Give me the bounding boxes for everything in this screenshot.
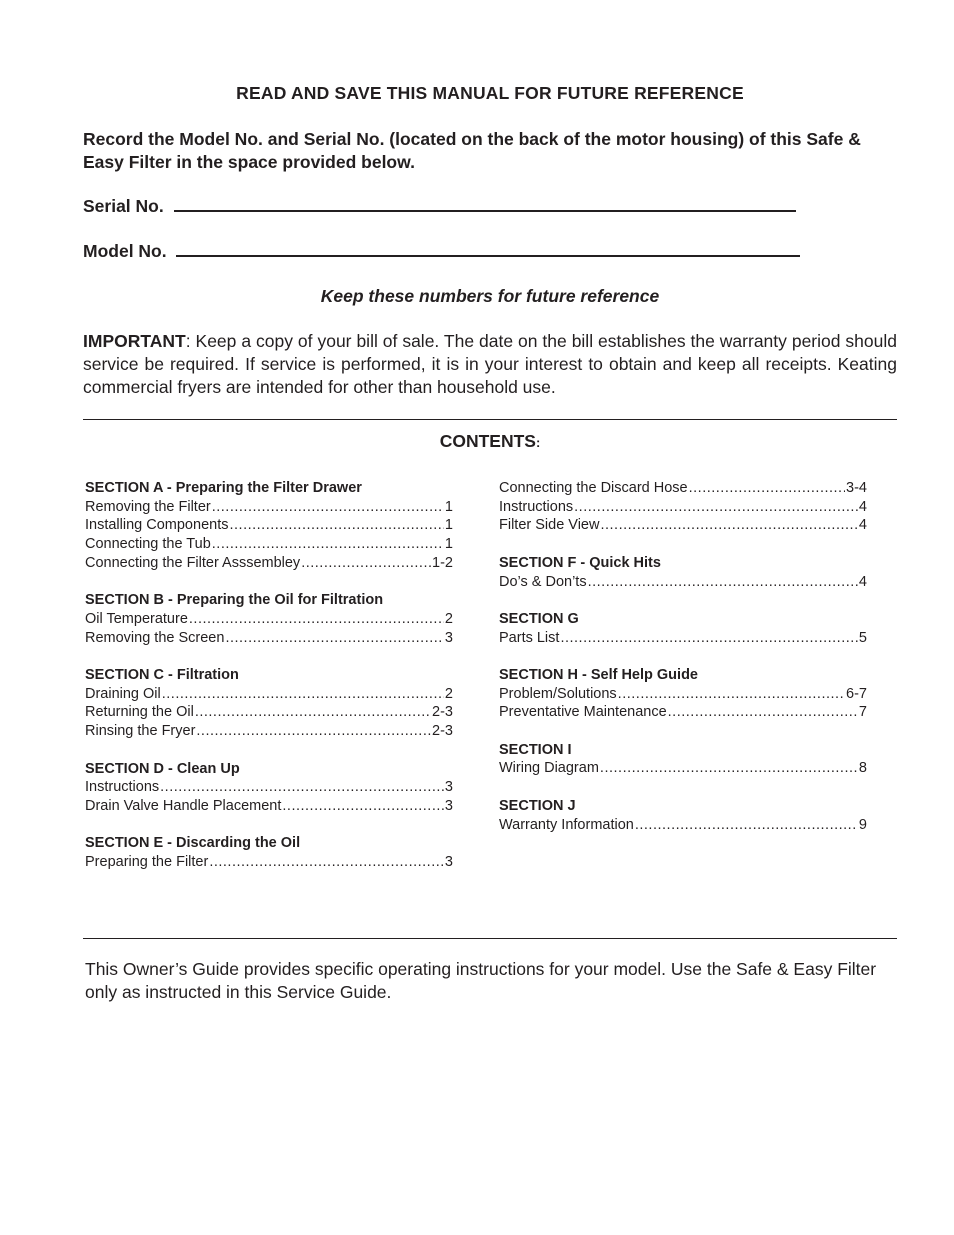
toc-entry-label: Oil Temperature [85, 610, 188, 627]
toc-entry [499, 703, 867, 722]
toc-entry [499, 498, 867, 517]
toc-page-number: 7 [858, 704, 867, 721]
toc-dot-leader [668, 703, 858, 722]
toc-page-number: 3 [444, 629, 453, 646]
owners-guide-note: This Owner’s Guide provides specific operating instructions for your model. Use the Safe & Easy Filter only as instructed in this Service Guide. [85, 959, 877, 1002]
toc-section [85, 479, 453, 573]
toc-dot-leader [229, 516, 443, 535]
toc-left-column [85, 479, 453, 890]
toc-section-title: SECTION H - Self Help Guide [499, 666, 698, 683]
important-label: IMPORTANT [83, 331, 186, 351]
toc-section [499, 666, 867, 722]
record-instructions: Record the Model No. and Serial No. (located on the back of the motor housing) of this Safe & Easy Filter in the space provided below. [83, 129, 861, 172]
toc-section-title: SECTION D - Clean Up [85, 760, 240, 777]
serial-number-field [83, 196, 796, 217]
toc-entry-label: Rinsing the Fryer [85, 723, 196, 740]
toc-entry [85, 535, 453, 554]
toc-dot-leader [600, 516, 857, 535]
toc-entry [85, 778, 453, 797]
toc-entry-label: Preparing the Filter [85, 854, 209, 870]
toc-entry-label: Instructions [85, 779, 160, 796]
toc-page-number: 4 [858, 498, 867, 515]
toc-section-title: SECTION J [499, 797, 576, 814]
toc-dot-leader [618, 685, 845, 704]
model-number-blank [176, 241, 800, 257]
toc-entry [499, 573, 867, 592]
toc-entry-label: Returning the Oil [85, 704, 194, 721]
toc-entry [85, 516, 453, 535]
toc-section-title: SECTION G [499, 610, 579, 627]
toc-dot-leader [560, 629, 857, 648]
toc-section-title: SECTION F - Quick Hits [499, 554, 661, 571]
toc-entry-label: Connecting the Discard Hose [499, 480, 688, 496]
toc-entry [499, 816, 867, 835]
toc-entry-label: Do’s & Don’ts [499, 573, 587, 590]
toc-entry [499, 629, 867, 648]
toc-dot-leader [212, 498, 444, 517]
toc-page-number: 1 [444, 498, 453, 515]
toc-section [85, 760, 453, 816]
toc-page-number: 2 [444, 610, 453, 627]
toc-page-number: 1-2 [432, 554, 453, 571]
toc-section [85, 666, 453, 741]
toc-dot-leader [588, 573, 858, 592]
toc-entry [85, 685, 453, 704]
toc-section [499, 610, 867, 647]
toc-page-number: 8 [858, 760, 867, 777]
toc-page-number: 3 [444, 797, 453, 814]
toc-section [499, 479, 867, 535]
toc-entry-label: Problem/Solutions [499, 685, 617, 702]
toc-entry [85, 797, 453, 816]
toc-entry [499, 479, 867, 498]
contents-title-text: CONTENTS [439, 431, 536, 451]
toc-page-number: 3-4 [846, 480, 867, 496]
important-notice [83, 330, 897, 399]
toc-entry [499, 516, 867, 535]
toc-dot-leader [282, 797, 444, 816]
toc-page-number: 1 [444, 517, 453, 534]
toc-dot-leader [600, 759, 858, 778]
toc-entry-label: Drain Valve Handle Placement [85, 797, 282, 814]
divider-top [83, 419, 897, 420]
toc-entry-label: Removing the Filter [85, 498, 211, 515]
toc-page-number: 2-3 [432, 723, 453, 740]
toc-entry [85, 629, 453, 648]
toc-section [499, 741, 867, 778]
contents-title-colon: : [535, 435, 541, 450]
toc-section-title: SECTION B - Preparing the Oil for Filtration [85, 592, 384, 609]
toc-page-number: 2-3 [432, 704, 453, 721]
page-heading: READ AND SAVE THIS MANUAL FOR FUTURE REFERENCE [236, 83, 744, 103]
toc-page-number: 6-7 [846, 685, 867, 702]
toc-entry [85, 610, 453, 629]
toc-entry-label: Connecting the Tub [85, 536, 211, 553]
toc-dot-leader [195, 703, 431, 722]
divider-bottom [83, 938, 897, 939]
toc-entry [85, 498, 453, 517]
toc-section-title: SECTION C - Filtration [85, 667, 239, 683]
toc-entry-label: Draining Oil [85, 685, 161, 702]
toc-section-title: SECTION I [499, 741, 572, 758]
toc-entry-label: Wiring Diagram [499, 760, 599, 777]
toc-page-number: 1 [444, 536, 453, 553]
toc-dot-leader [162, 685, 444, 704]
toc-page-number: 3 [444, 779, 453, 796]
keep-numbers-note: Keep these numbers for future reference [320, 286, 660, 306]
toc-section [85, 834, 453, 871]
toc-entry [85, 554, 453, 573]
toc-page-number: 9 [858, 816, 867, 833]
toc-section [499, 797, 867, 834]
toc-entry [85, 853, 453, 872]
toc-entry-label: Connecting the Filter Asssembley [85, 554, 301, 571]
toc-entry [85, 722, 453, 741]
toc-entry-label: Parts List [499, 629, 560, 646]
toc-dot-leader [189, 610, 444, 629]
contents-title [83, 431, 897, 452]
toc-dot-leader [574, 498, 858, 517]
toc-entry-label: Removing the Screen [85, 629, 225, 646]
toc-section [499, 554, 867, 591]
toc-entry [499, 685, 867, 704]
toc-page-number: 3 [444, 854, 453, 870]
toc-dot-leader [635, 816, 858, 835]
toc-dot-leader [209, 853, 444, 872]
toc-section-title: SECTION A - Preparing the Filter Drawer [85, 480, 362, 496]
toc-entry [85, 703, 453, 722]
toc-dot-leader [301, 554, 431, 573]
toc-page-number: 5 [858, 629, 867, 646]
toc-entry-label: Installing Components [85, 517, 229, 534]
toc-page-number: 2 [444, 685, 453, 702]
toc-dot-leader [689, 479, 845, 498]
toc-dot-leader [212, 535, 444, 554]
toc-dot-leader [225, 629, 443, 648]
serial-number-label: Serial No. [83, 196, 164, 216]
toc-entry [499, 759, 867, 778]
toc-entry-label: Instructions [499, 498, 574, 515]
toc-entry-label: Preventative Maintenance [499, 704, 667, 721]
toc-entry-label: Filter Side View [499, 517, 600, 534]
model-number-label: Model No. [83, 241, 167, 261]
toc-section-title: SECTION E - Discarding the Oil [85, 835, 301, 852]
serial-number-blank [174, 196, 796, 212]
toc-dot-leader [160, 778, 444, 797]
toc-entry-label: Warranty Information [499, 816, 634, 833]
toc-dot-leader [196, 722, 431, 741]
toc-section [85, 591, 453, 647]
toc-page-number: 4 [858, 573, 867, 590]
toc-right-column [499, 479, 867, 853]
important-text: : Keep a copy of your bill of sale. The date on the bill establishes the warranty period should service be required. If service is performed, it is in your interest to obtain and keep all receipts. Keating commercial fryers are intended for other than household use. [83, 331, 897, 397]
toc-page-number: 4 [858, 517, 867, 534]
model-number-field [83, 241, 800, 262]
